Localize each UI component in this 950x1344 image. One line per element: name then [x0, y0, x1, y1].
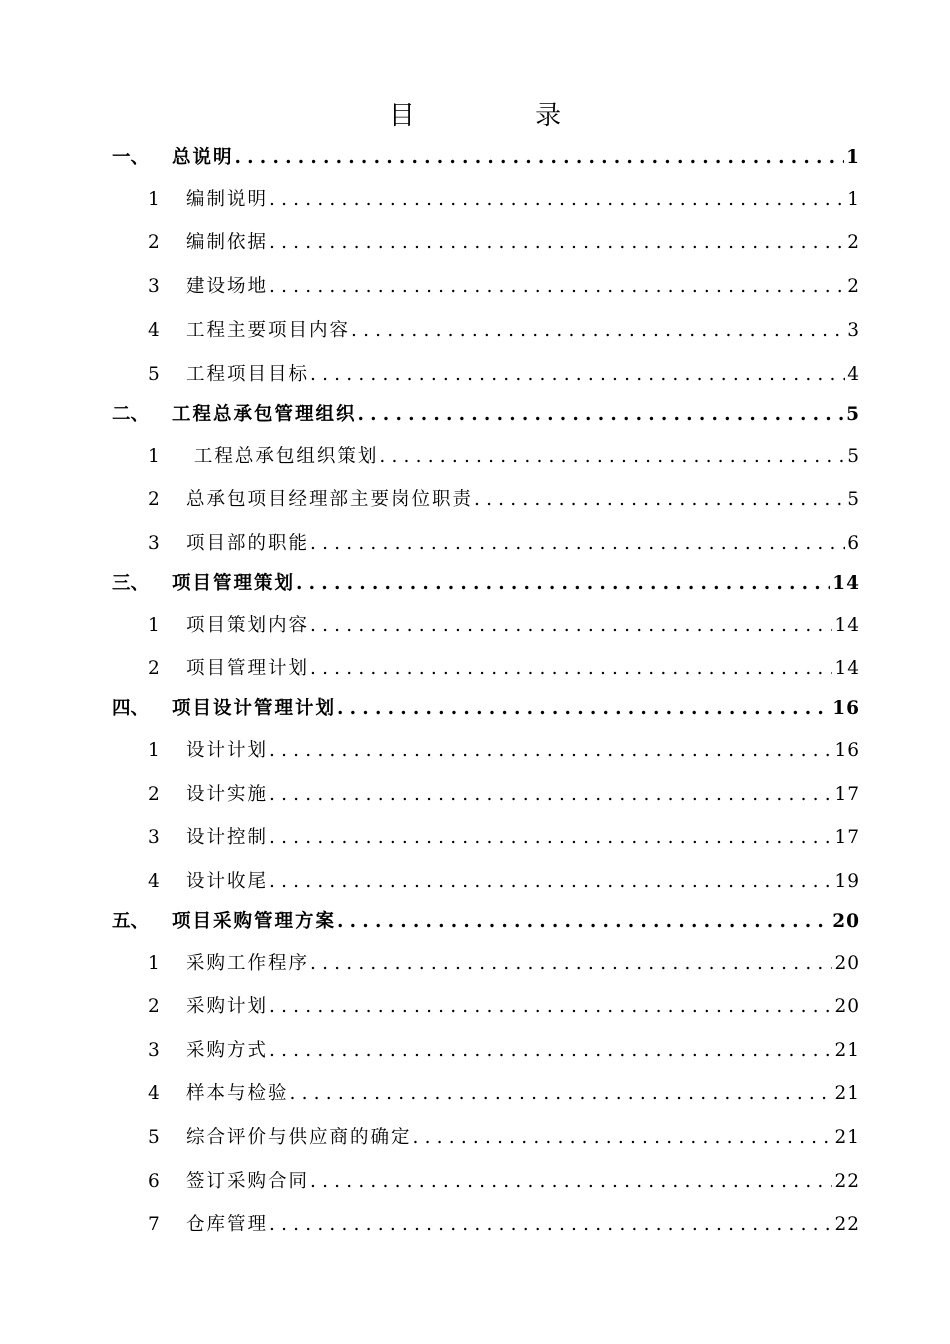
toc-entry-number: 3	[148, 533, 160, 554]
toc-entry-label: 样本与检验	[186, 1083, 289, 1104]
toc-dot-leader	[289, 1079, 833, 1109]
toc-dot-leader	[309, 529, 845, 559]
toc-page-number: 17	[834, 827, 860, 848]
toc-page-number: 5	[846, 404, 860, 425]
toc-entry-number: 2	[148, 658, 160, 679]
toc-entry-label: 设计计划	[186, 740, 269, 761]
toc-entry-label: 综合评价与供应商的确定	[186, 1127, 412, 1148]
toc-section-entry[interactable]	[148, 736, 860, 766]
toc-section-entry[interactable]	[148, 529, 860, 559]
toc-entry-number: 2	[148, 996, 160, 1017]
toc-entry-label: 工程项目目标	[186, 364, 310, 385]
toc-page-number: 2	[847, 232, 860, 253]
toc-page-number: 20	[832, 911, 860, 932]
toc-entry-label: 签订采购合同	[186, 1171, 310, 1192]
toc-dot-leader	[268, 1036, 832, 1066]
toc-entry-label: 建设场地	[186, 276, 269, 297]
toc-entry-label: 仓库管理	[186, 1214, 269, 1235]
toc-entry-number: 2	[148, 489, 160, 510]
toc-section-entry[interactable]	[148, 780, 860, 810]
toc-dot-leader	[268, 1210, 832, 1240]
toc-section-entry[interactable]	[148, 611, 860, 641]
toc-dot-leader	[268, 992, 832, 1022]
toc-chapter-entry[interactable]	[112, 907, 860, 937]
toc-page-number: 20	[834, 953, 860, 974]
toc-entry-label: 项目部的职能	[186, 533, 310, 554]
toc-section-entry[interactable]	[148, 485, 860, 515]
toc-page-number: 19	[834, 871, 860, 892]
toc-dot-leader	[309, 949, 832, 979]
toc-entry-label: 项目管理策划	[172, 573, 296, 594]
toc-dot-leader	[295, 569, 830, 599]
toc-dot-leader	[268, 185, 845, 215]
toc-entry-label: 工程总承包组织策划	[186, 446, 379, 467]
toc-dot-leader	[473, 485, 845, 515]
toc-entry-label: 总说明	[172, 147, 234, 168]
toc-section-entry[interactable]	[148, 1210, 860, 1240]
toc-entry-number: 6	[148, 1171, 160, 1192]
toc-entry-label: 项目设计管理计划	[172, 698, 337, 719]
toc-entry-number: 1	[148, 953, 160, 974]
toc-dot-leader	[268, 272, 845, 302]
toc-dot-leader	[350, 316, 845, 346]
toc-entry-number: 3	[148, 827, 160, 848]
toc-page-number: 16	[832, 698, 860, 719]
toc-entry-label: 总承包项目经理部主要岗位职责	[186, 489, 474, 510]
toc-page-number: 22	[834, 1171, 860, 1192]
toc-entry-number: 4	[148, 320, 160, 341]
toc-page-number: 21	[834, 1083, 860, 1104]
toc-page-number: 3	[847, 320, 860, 341]
toc-page-number: 21	[834, 1127, 860, 1148]
toc-page-number: 16	[834, 740, 860, 761]
toc-entry-label: 编制依据	[186, 232, 269, 253]
toc-entry-number: 7	[148, 1214, 160, 1235]
toc-page-number: 1	[846, 147, 860, 168]
toc-entry-number: 2	[148, 784, 160, 805]
toc-dot-leader	[268, 780, 832, 810]
toc-dot-leader	[378, 442, 845, 472]
toc-entry-number: 1	[148, 446, 160, 467]
toc-section-entry[interactable]	[148, 1123, 860, 1153]
toc-entry-number: 5	[148, 364, 160, 385]
toc-page-number: 14	[834, 615, 860, 636]
toc-section-entry[interactable]	[148, 992, 860, 1022]
toc-dot-leader	[357, 400, 845, 430]
toc-chapter-entry[interactable]	[112, 569, 860, 599]
toc-page-number: 6	[847, 533, 860, 554]
toc-chapter-entry[interactable]	[112, 694, 860, 724]
toc-entry-number: 四、	[112, 698, 150, 719]
toc-chapter-entry[interactable]	[112, 143, 860, 173]
toc-section-entry[interactable]	[148, 272, 860, 302]
page-title: 目 录	[388, 101, 618, 131]
toc-dot-leader	[268, 736, 832, 766]
toc-entry-label: 设计控制	[186, 827, 269, 848]
toc-entry-number: 3	[148, 276, 160, 297]
toc-entry-label: 设计实施	[186, 784, 269, 805]
toc-entry-label: 采购方式	[186, 1040, 269, 1061]
toc-dot-leader	[268, 823, 832, 853]
toc-entry-label: 采购工作程序	[186, 953, 310, 974]
toc-entry-label: 项目管理计划	[186, 658, 310, 679]
toc-section-entry[interactable]	[148, 228, 860, 258]
toc-entry-label: 项目策划内容	[186, 615, 310, 636]
toc-entry-number: 二、	[112, 404, 150, 425]
toc-section-entry[interactable]	[148, 867, 860, 897]
toc-page-number: 20	[834, 996, 860, 1017]
toc-dot-leader	[336, 694, 830, 724]
toc-page-number: 4	[847, 364, 860, 385]
toc-page-number: 5	[847, 446, 860, 467]
toc-entry-label: 项目采购管理方案	[172, 911, 337, 932]
toc-entry-number: 三、	[112, 573, 150, 594]
toc-section-entry[interactable]	[148, 185, 860, 215]
toc-entry-number: 4	[148, 1083, 160, 1104]
toc-page-number: 22	[834, 1214, 860, 1235]
toc-page-number: 1	[847, 189, 860, 210]
toc-section-entry[interactable]	[148, 316, 860, 346]
toc-section-entry[interactable]	[148, 442, 860, 472]
toc-page-number: 14	[832, 573, 860, 594]
toc-entry-number: 一、	[112, 147, 150, 168]
toc-entry-number: 五、	[112, 911, 150, 932]
toc-entry-label: 工程主要项目内容	[186, 320, 351, 341]
toc-page-number: 5	[847, 489, 860, 510]
toc-entry-number: 4	[148, 871, 160, 892]
toc-entry-label: 工程总承包管理组织	[172, 404, 357, 425]
toc-entry-number: 1	[148, 189, 160, 210]
toc-page-number: 14	[834, 658, 860, 679]
toc-dot-leader	[268, 867, 832, 897]
toc-section-entry[interactable]	[148, 823, 860, 853]
toc-entry-label: 编制说明	[186, 189, 269, 210]
toc-section-entry[interactable]	[148, 1079, 860, 1109]
toc-dot-leader	[336, 907, 830, 937]
toc-chapter-entry[interactable]	[112, 400, 860, 430]
toc-entry-number: 3	[148, 1040, 160, 1061]
toc-section-entry[interactable]	[148, 1036, 860, 1066]
toc-section-entry[interactable]	[148, 654, 860, 684]
toc-section-entry[interactable]	[148, 1167, 860, 1197]
toc-page-number: 17	[834, 784, 860, 805]
toc-dot-leader	[309, 360, 845, 390]
toc-dot-leader	[309, 654, 832, 684]
toc-dot-leader	[309, 1167, 832, 1197]
toc-entry-number: 5	[148, 1127, 160, 1148]
toc-entry-number: 2	[148, 232, 160, 253]
toc-section-entry[interactable]	[148, 360, 860, 390]
toc-dot-leader	[234, 143, 845, 173]
toc-entry-label: 采购计划	[186, 996, 269, 1017]
toc-dot-leader	[412, 1123, 833, 1153]
toc-entry-label: 设计收尾	[186, 871, 269, 892]
toc-dot-leader	[268, 228, 845, 258]
toc-page-number: 2	[847, 276, 860, 297]
toc-entry-number: 1	[148, 740, 160, 761]
toc-section-entry[interactable]	[148, 949, 860, 979]
toc-page-number: 21	[834, 1040, 860, 1061]
toc-entry-number: 1	[148, 615, 160, 636]
toc-dot-leader	[309, 611, 832, 641]
